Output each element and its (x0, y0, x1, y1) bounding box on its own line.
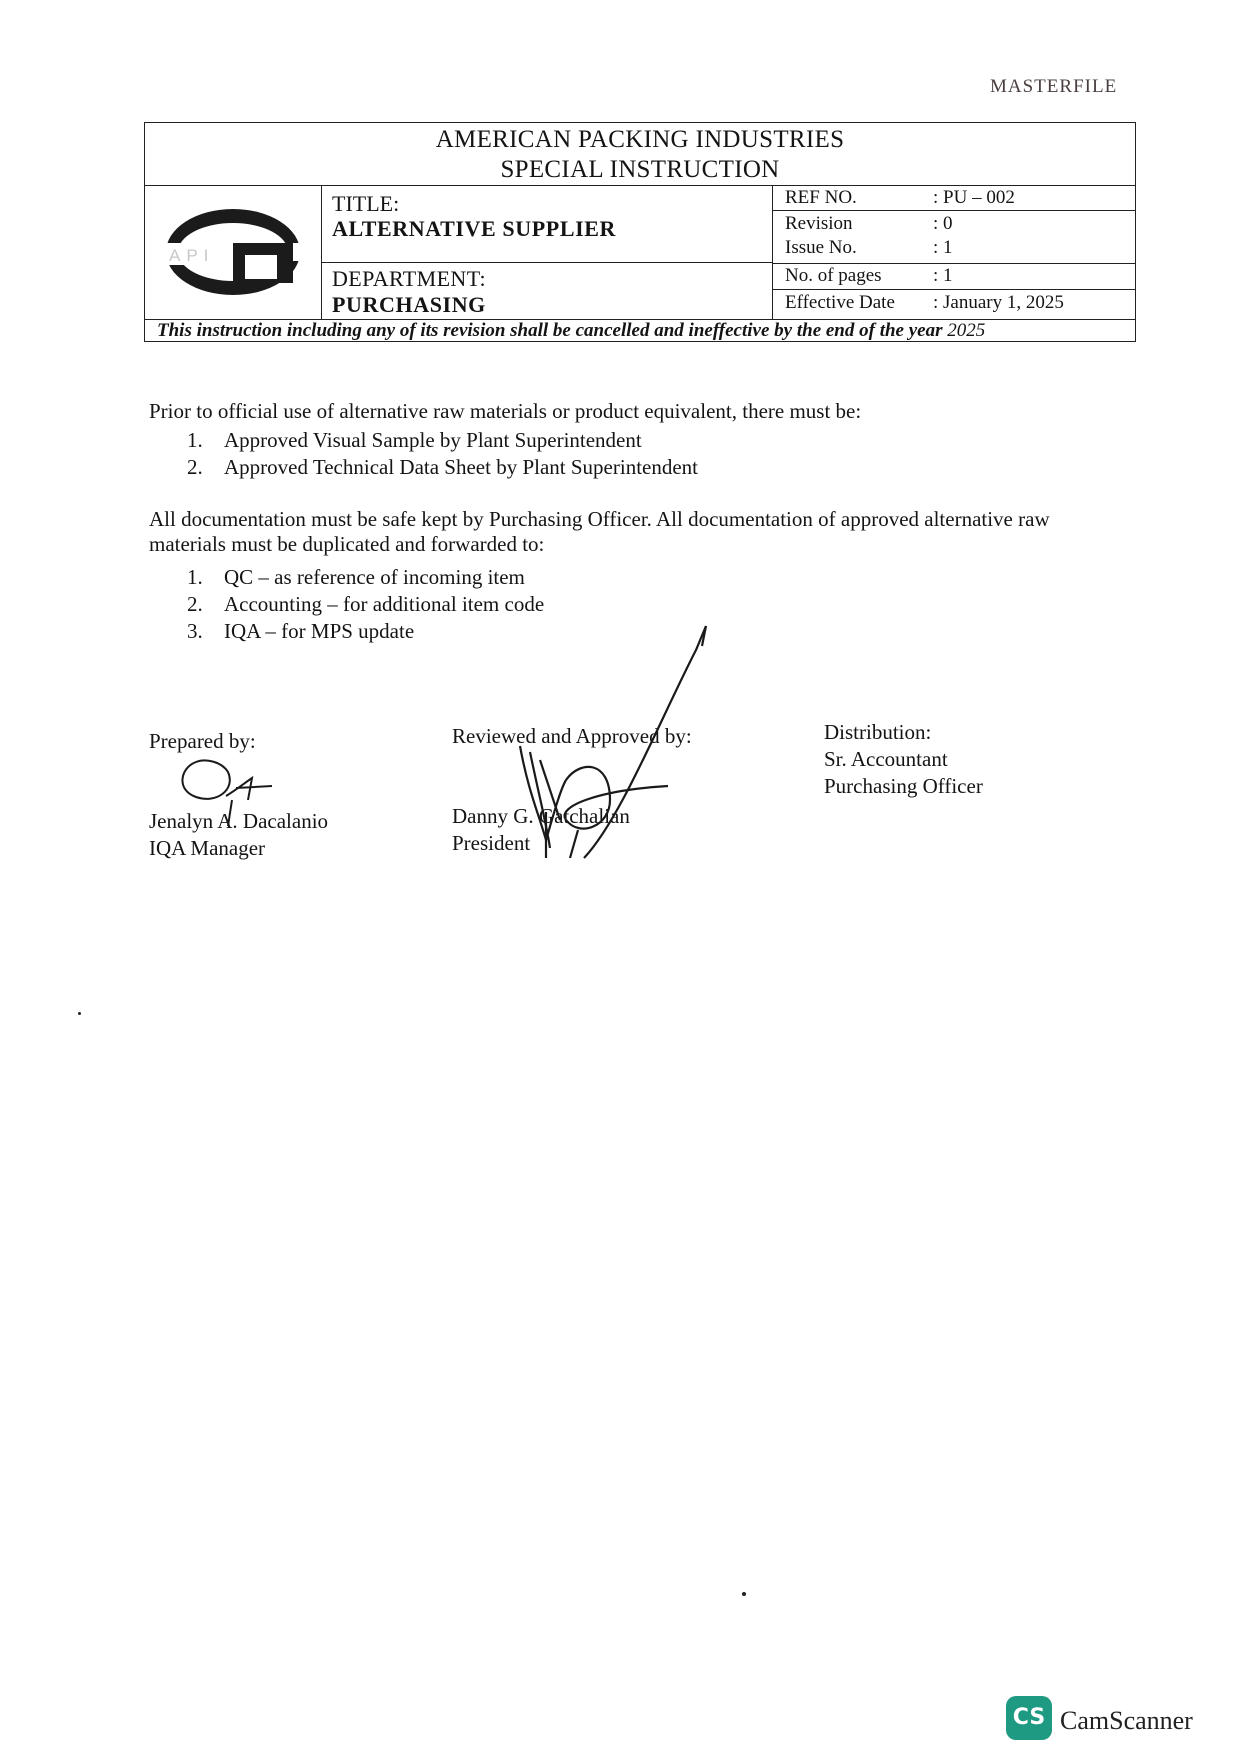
header-title-row (145, 123, 1135, 186)
paragraph-requirements: Prior to official use of alternative raw materials or product equivalent, there must be: (149, 399, 862, 423)
document-type: SPECIAL INSTRUCTION (500, 156, 780, 183)
list-item (187, 618, 544, 645)
masterfile-stamp: MASTERFILE (990, 76, 1118, 97)
list-text: Accounting – for additional item code (224, 592, 545, 616)
pages-label: No. of pages (785, 265, 882, 286)
company-name: AMERICAN PACKING INDUSTRIES (435, 126, 845, 153)
list-number: 1. (187, 428, 203, 452)
camscanner-logo-icon: CS (1006, 1696, 1052, 1740)
revision-label: Revision (785, 213, 853, 234)
prepared-name: Jenalyn A. Dacalanio (149, 809, 329, 833)
list-text: QC – as reference of incoming item (224, 565, 525, 589)
speck (742, 1592, 746, 1596)
paragraph-documentation: All documentation must be safe kept by Purchasing Officer. All documentation of approved alternative raw materials must be duplicated and forwarded to: (149, 507, 1050, 556)
list-item (187, 454, 698, 481)
distribution-block (824, 719, 983, 800)
forwarding-list (187, 564, 544, 645)
department-value: PURCHASING (332, 292, 486, 317)
prepared-role: IQA Manager (149, 836, 266, 860)
validity-note-text: This instruction including any of its revision shall be cancelled and ineffective by the end of the year (157, 320, 943, 341)
company-logo (145, 185, 321, 319)
effective-value: : January 1, 2025 (933, 292, 1064, 313)
distribution-label: Distribution: (824, 720, 932, 744)
title-label: TITLE: (332, 191, 400, 216)
speck (78, 1012, 81, 1015)
ref-divider (773, 289, 1135, 290)
list-item (187, 564, 544, 591)
reference-cell (773, 185, 1135, 319)
list-number: 3. (187, 619, 203, 643)
requirements-list (187, 427, 698, 481)
issue-label: Issue No. (785, 237, 857, 258)
revision-value: : 0 (933, 213, 953, 234)
list-item (187, 591, 544, 618)
prepared-label: Prepared by: (149, 729, 256, 753)
list-text: Approved Technical Data Sheet by Plant Superintendent (224, 455, 699, 479)
camscanner-text: CamScanner (1060, 1706, 1193, 1735)
ref-no-label: REF NO. (785, 187, 857, 208)
issue-value: : 1 (933, 237, 953, 258)
cell-divider (322, 262, 772, 263)
title-department-cell (322, 185, 773, 319)
validity-year: 2025 (947, 320, 986, 341)
company-logo-cell (145, 185, 322, 319)
ref-border-left (773, 185, 1135, 186)
pages-value: : 1 (933, 265, 953, 286)
reviewed-name: Danny G. Gatchalian (452, 804, 630, 828)
distribution-item: Purchasing Officer (824, 774, 983, 798)
distribution-item: Sr. Accountant (824, 747, 948, 771)
list-number: 1. (187, 565, 203, 589)
list-item (187, 427, 698, 454)
reviewed-label: Reviewed and Approved by: (452, 724, 692, 748)
logo-text: API (169, 246, 215, 265)
ref-divider (773, 263, 1135, 264)
ref-divider (773, 210, 1135, 211)
list-number: 2. (187, 455, 203, 479)
title-value: ALTERNATIVE SUPPLIER (332, 216, 617, 241)
reviewed-by-block (452, 723, 692, 855)
list-number: 2. (187, 592, 203, 616)
validity-note (145, 319, 1135, 341)
document-header-table (144, 122, 1136, 342)
effective-label: Effective Date (785, 292, 895, 313)
ref-no-value: : PU – 002 (933, 187, 1015, 208)
list-text: Approved Visual Sample by Plant Superintendent (224, 428, 642, 452)
department-label: DEPARTMENT: (332, 266, 486, 291)
reviewed-role: President (452, 831, 531, 855)
list-text: IQA – for MPS update (224, 619, 415, 643)
prepared-by-block (149, 728, 329, 860)
